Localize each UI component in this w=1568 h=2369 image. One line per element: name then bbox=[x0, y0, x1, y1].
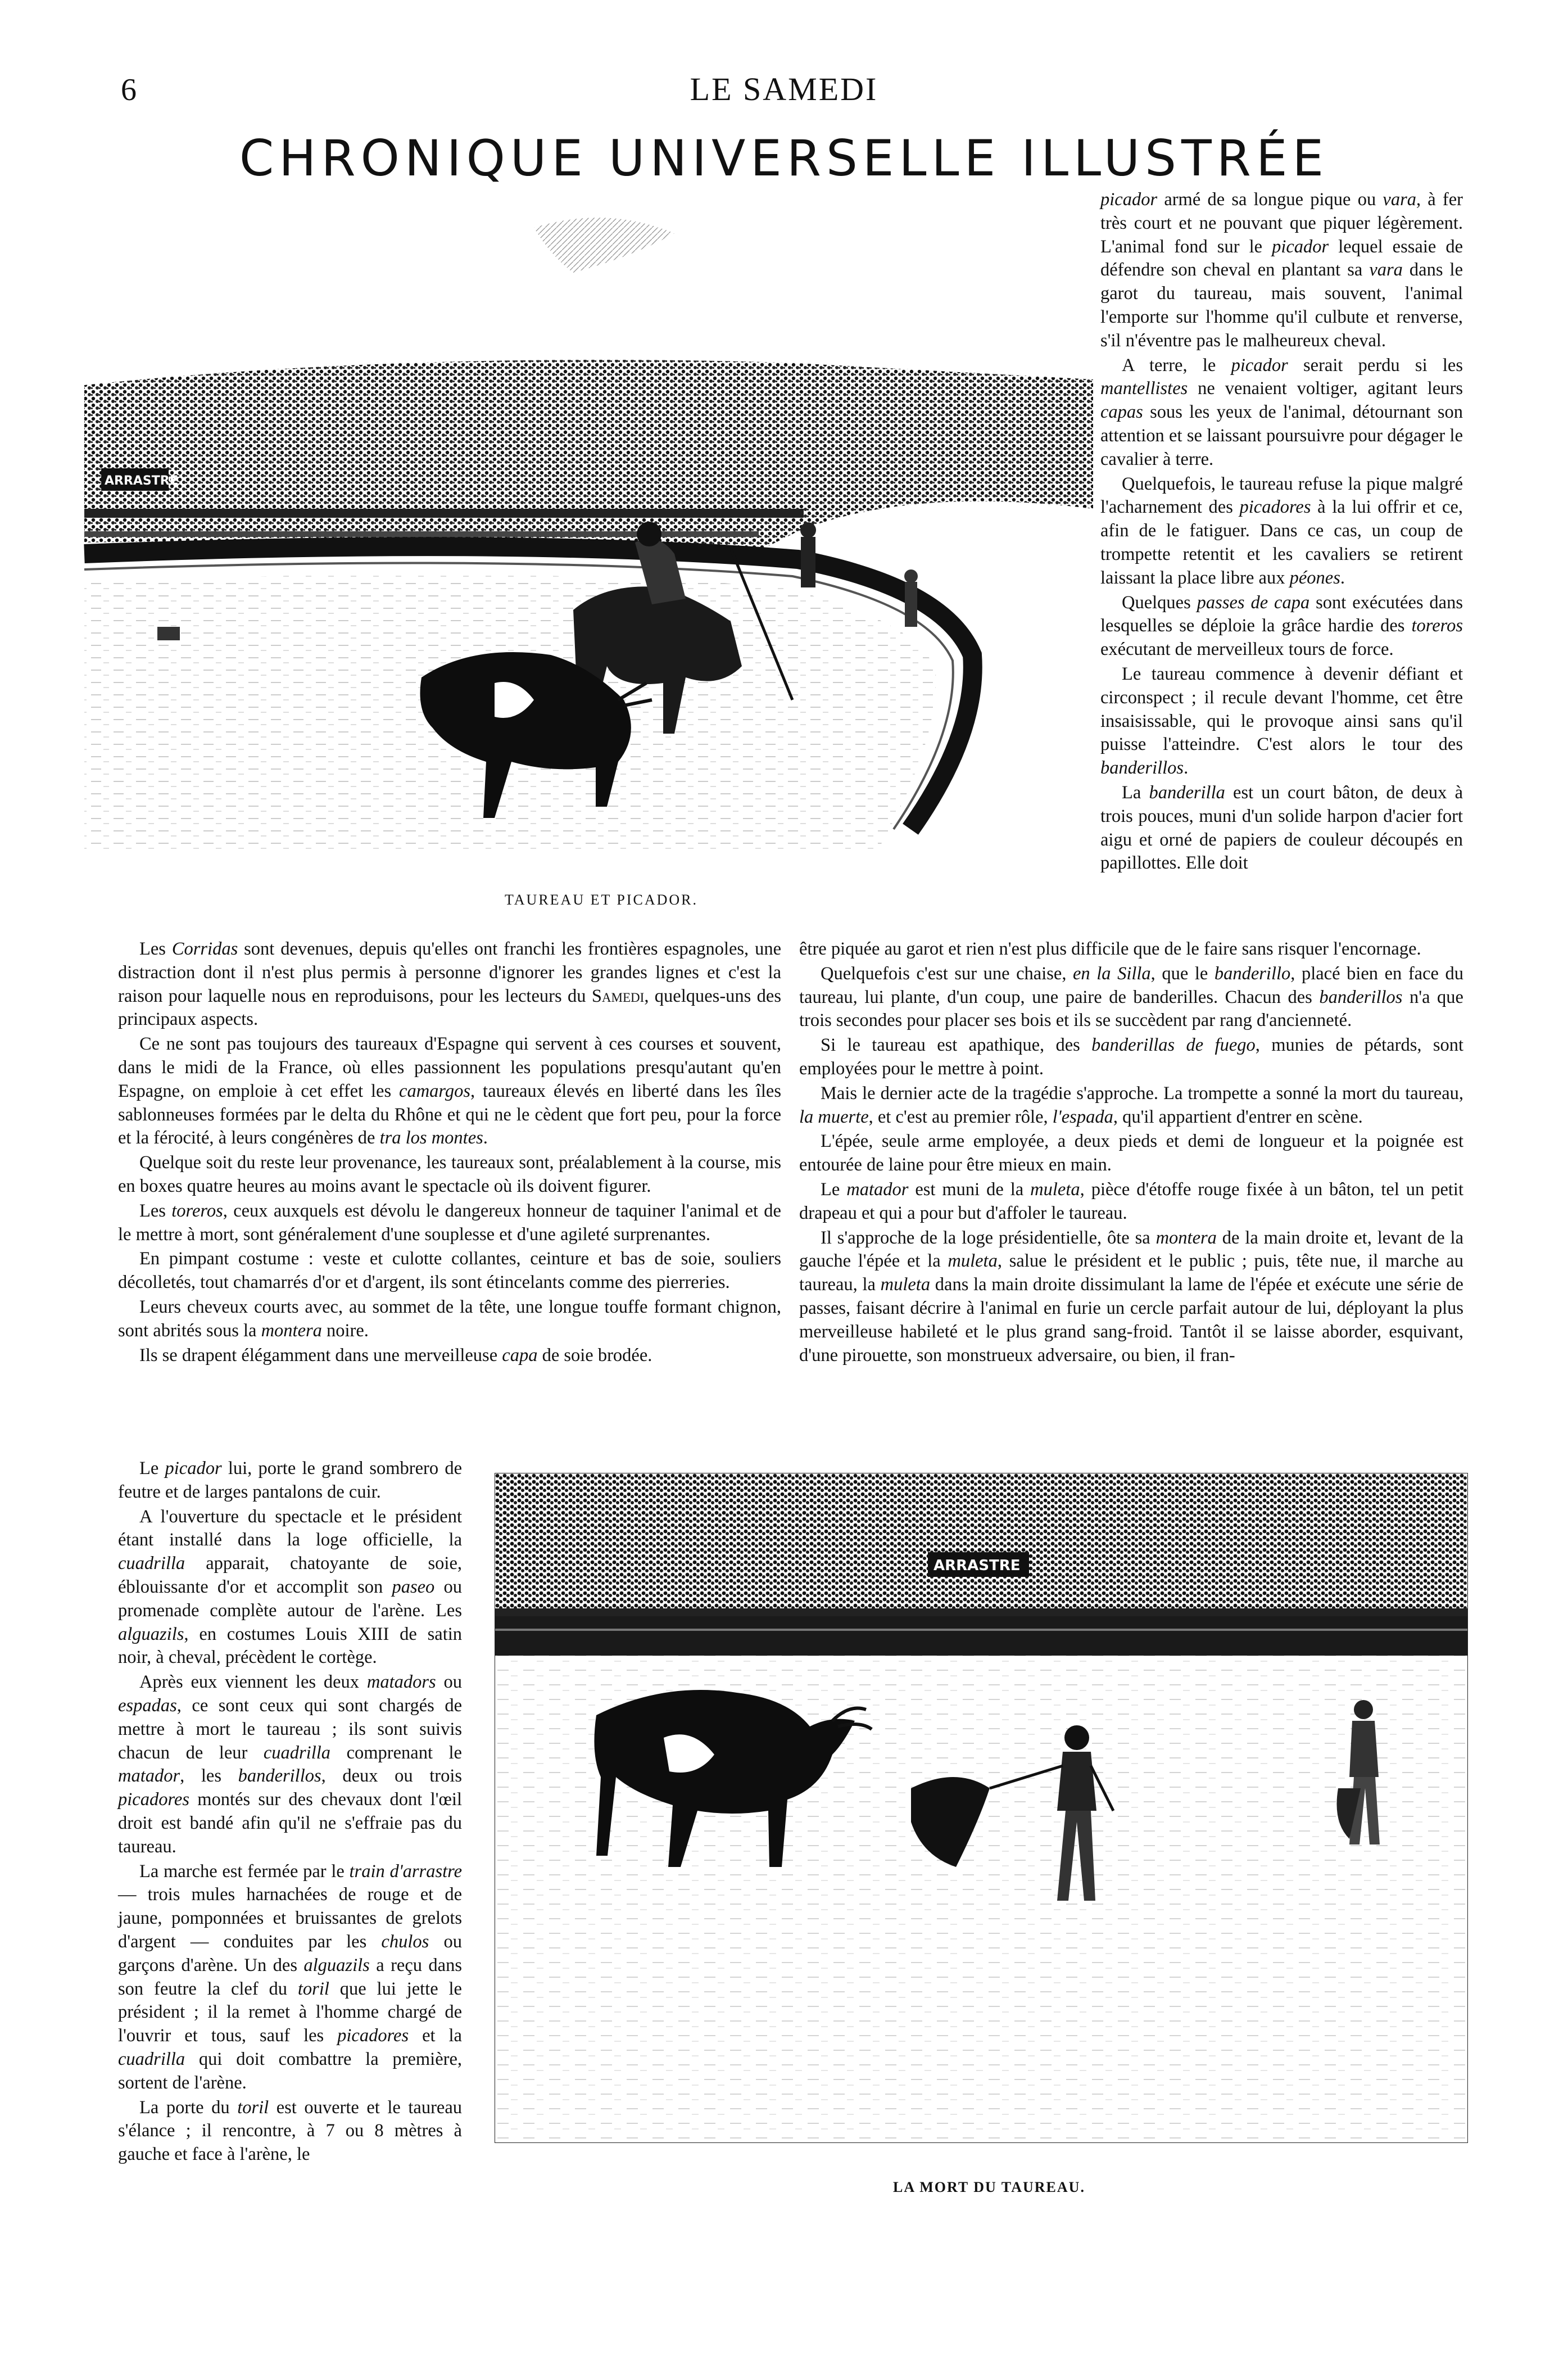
left-column-text: Les Corridas sont devenues, depuis qu'elles ont franchi les frontières espagnoles, une distraction dont il n'est plus permis à personne d'ignorer les grandes lignes et c'est la raison pour laquelle nous en reproduisons, pour les lecteurs du Samedi, quelques-uns des principaux aspects. Ce ne sont pas toujours des taureaux d'Espagne qui servent à ces courses et souvent, dans le midi de la France, où elles passionnent les populations presqu'autant qu'en Espagne, on emploie à cet effet les camargos, taureaux élevés en liberté dans les îles sablonneuses formées par le delta du Rhône et qui ne le cèdent que fort peu, pour la force et la férocité, à leurs congénères de tra los montes. Quelque soit du reste leur provenance, les taureaux sont, préalablement à la course, mis en boxes quatre heures au moins avant le spectacle où ils doivent figurer. Les toreros, ceux auxquels est dévolu le dangereux honneur de taquiner l'animal et de le mettre à mort, sont généralement d'une souplesse et d'une agileté surprenantes. En pimpant costume : veste et culotte collantes, ceinture et bas de soie, souliers décolletés, tout chamarrés d'or et d'argent, ils sont étincelants comme des pierreries. Leurs cheveux courts avec, au sommet de la tête, une longue touffe formant chignon, sont abrités sous la montera noire. Ils se drapent élégamment dans une merveilleuse capa de soie brodée. bbox=[118, 939, 781, 1366]
left-narrow-column-text: Le picador lui, porte le grand sombrero de feutre et de larges pantalons de cuir. A l'ouverture du spectacle et le président étant installé dans la loge officielle, la cuadrilla apparait, chatoyante de soie, éblouissante d'or et accomplit son paseo ou promenade complète autour de l'arène. Les alguazils, en costumes Louis XIII de satin noir, à cheval, précèdent le cortège. Après eux viennent les deux matadors ou espadas, ce sont ceux qui sont chargés de mettre à mort le taureau ; ils sont suivis chacun de leur cuadrilla comprenant le matador, les banderillos, deux ou trois picadores montés sur des chevaux dont l'œil droit est bandé afin qu'il ne s'effraie pas du taureau. La marche est fermée par le train d'arrastre — trois mules harnachées de rouge et de jaune, pomponnées et bruissantes de grelots d'argent — conduites par les chulos ou garçons d'arène. Un des alguazils a reçu dans son feutre la clef du toril que lui jette le président ; il la remet à l'homme chargé de l'ouvrir et tous, sauf les picadores et la cuadrilla qui doit combattre la première, sortent de l'arène. La porte du toril est ouverte et le taureau s'élance ; il rencontre, à 7 ou 8 mètres à gauche et face à l'arène, le bbox=[118, 1458, 462, 2165]
publication-subtitle: CHRONIQUE UNIVERSELLE ILLUSTRÉE bbox=[239, 129, 1329, 187]
arrastre-sign-2: ARRASTRE bbox=[933, 1557, 1021, 1574]
illustration-mort-du-taureau bbox=[495, 1473, 1468, 2143]
illustration-taureau-picador bbox=[67, 194, 1093, 874]
masthead: LE SAMEDI bbox=[690, 71, 878, 107]
arrastre-sign: ARRASTRE bbox=[105, 474, 178, 488]
middle-right-text: être piquée au garot et rien n'est plus difficile que de le faire sans risquer l'encornage. Quelquefois c'est sur une chaise, en la Silla, que le banderillo, placé bien en face du taureau, lui plante, d'un coup, une paire de banderilles. Chacun des banderillos n'a que trois secondes pour placer ses bois et ils se succèdent par rang d'ancienneté. Si le taureau est apathique, des banderillas de fuego, munies de pétards, sont employées pour le mettre à point. Mais le dernier acte de la tragédie s'approche. La trompette a sonné la mort du taureau, la muerte, et c'est au premier rôle, l'espada, qu'il appartient d'entrer en scène. L'épée, seule arme employée, a deux pieds et demi de longueur et la poignée est entourée de laine pour être mieux en main. Le matador est muni de la muleta, pièce d'étoffe rouge fixée à un bâton, tel un petit drapeau et qui a pour but d'affoler le taureau. Il s'approche de la loge présidentielle, ôte sa montera de la main droite et, levant de la gauche l'épée et la muleta, salue le président et le public ; puis, tête nue, il marche au taureau, la muleta dans la main droite dissimulant la lame de l'épée et exécute une série de passes, faisant décrire à l'animal en furie un cercle parfait autour de lui, déployant la plus merveilleuse habileté et le plus grand sang-froid. Tantôt il se laisse aborder, esquivant, d'une pirouette, son monstrueux adversaire, ou bien, il fran- bbox=[799, 939, 1463, 1366]
right-column-text: picador armé de sa longue pique ou vara, à fer très court et ne pouvant que piquer légèrement. L'animal fond sur le picador lequel essaie de défendre son cheval en plantant sa vara dans le garot du taureau, mais souvent, l'animal l'emporte sur l'homme qu'il culbute et renverse, s'il n'éventre pas le malheureux cheval. A terre, le picador serait perdu si les mantellistes ne venaient voltiger, agitant leurs capas sous les yeux de l'animal, détournant son attention et se laissant poursuivre pour dégager le cavalier à terre. Quelquefois, le taureau refuse la pique malgré l'acharnement des picadores à la lui offrir et ce, afin de le fatiguer. Dans ce cas, un coup de trompette retentit et les cavaliers se retirent laissant la place libre aux péones. Quelques passes de capa sont exécutées dans lesquelles se déploie la grâce hardie des toreros exécutant de merveilleux tours de force. Le taureau commence à devenir défiant et circonspect ; il recule devant l'homme, cet être insaisissable, qui le provoque ainsi sans qu'il puisse l'atteindre. C'est alors le tour des banderillos. La banderilla est un court bâton, de deux à trois pouces, muni d'un solide harpon d'acier fort aigu et orné de papiers de couleur découpés en papillottes. Elle doit bbox=[1100, 189, 1463, 874]
page-number: 6 bbox=[121, 73, 137, 107]
caption-mort-du-taureau: LA MORT DU TAUREAU. bbox=[893, 2179, 1085, 2195]
caption-taureau-picador: TAUREAU ET PICADOR. bbox=[504, 892, 699, 908]
